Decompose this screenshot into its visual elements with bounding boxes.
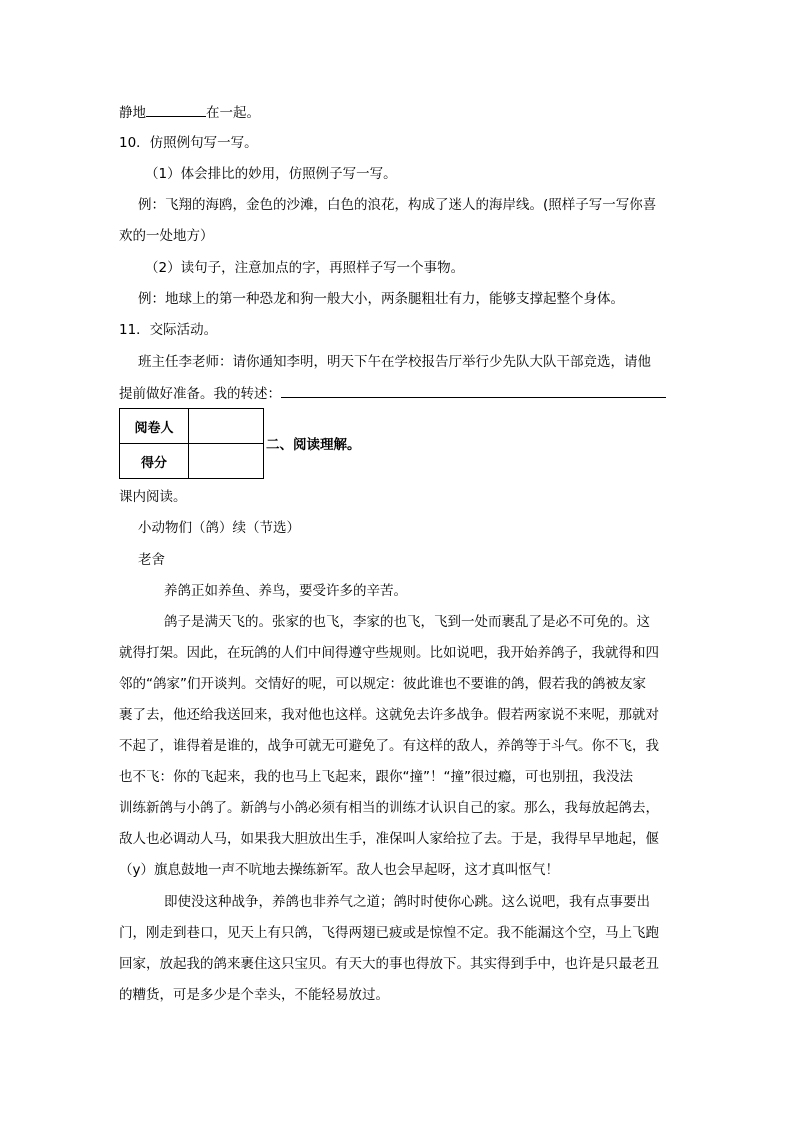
q10-part2-example: 例：地球上的第一种恐龙和狗一般大小，两条腿粗壮有力，能够支撑起整个身体。 [138,291,624,307]
reading-line: 的糟货，可是多少是个幸头，不能轻易放过。 [119,987,389,1003]
score-cell[interactable] [189,444,264,479]
q10-part1-example: 例：飞翔的海鸥，金色的沙滩，白色的浪花，构成了迷人的海岸线。(照样子写一写你喜 [138,197,657,213]
reading-line: 鸽子是满天飞的。张家的也飞，李家的也飞，飞到一处而裹乱了是必不可免的。这 [164,614,650,630]
q11-line1: 班主任李老师：请你通知李明，明天下午在学校报告厅举行少先队大队干部竞选，请他 [138,354,651,370]
reading-line: 门，刚走到巷口，见天上有只鸽，飞得两翅已疲或是惊惶不定。我不能漏这个空，马上飞跑 [119,925,659,941]
score-table [119,408,264,479]
reading-line: 就得打架。因此，在玩鸽的人们中间得遵守些规则。比如说吧，我开始养鸽子，我就得和四 [119,645,659,661]
reading-line: 也不飞：你的飞起来，我的也马上飞起来，跟你“撞”！“撞”很过瘾，可也别扭，我没法 [119,769,633,785]
q11-prompt: 提前做好准备。我的转述： [119,386,281,402]
reading-line: 敌人也必调动人马，如果我大胆放出生手，准保叫人家给拉了去。于是，我得早早地起，偃 [119,831,659,847]
q11-title: 11．交际活动。 [119,322,218,338]
answer-blank[interactable] [146,102,206,117]
reading-line: 不起了，谁得着是谁的，战争可就无可避免了。有这样的敌人，养鸽等于斗气。你不飞，我 [119,738,659,754]
top-fill-line [119,102,260,123]
q11-line2 [119,383,666,404]
section2-title: 二、阅读理解。 [266,437,361,453]
reviewer-label: 阅卷人 [120,409,189,444]
reviewer-cell[interactable] [189,409,264,444]
q10-part1-example-cont: 欢的一处地方） [119,228,214,244]
top-prefix: 静地 [119,105,146,121]
q10-part1: （1）体会排比的妙用，仿照例子写一写。 [145,166,397,182]
reading-line: 即使没这种战争，养鸽也非养气之道；鸽时时使你心跳。这么说吧，我有点事要出 [164,894,650,910]
reading-author: 老舍 [138,552,165,568]
reading-intro: 课内阅读。 [119,489,187,505]
reading-title: 小动物们（鸽）续（节选） [138,520,300,536]
reading-line: 养鸽正如养鱼、养鸟，要受许多的辛苦。 [164,583,407,599]
reading-line: （y）旗息鼓地一声不吭地去操练新军。敌人也会早起呀，这才真叫怄气！ [119,862,559,878]
top-suffix: 在一起。 [206,105,260,121]
answer-blank-long[interactable] [281,383,666,398]
q10-part2: （2）读句子，注意加点的字，再照样子写一个事物。 [145,260,465,276]
q10-title: 10．仿照例句写一写。 [119,135,258,151]
reading-line: 裹了去，他还给我送回来，我对他也这样。这就免去许多战争。假若两家说不来呢，那就对 [119,707,659,723]
reading-line: 回家，放起我的鸽来裹住这只宝贝。有天大的事也得放下。其实得到手中，也许是只最老丑 [119,956,659,972]
reading-line: 训练新鸽与小鸽了。新鸽与小鸽必须有相当的训练才认识自己的家。那么，我每放起鸽去， [119,800,659,816]
score-label: 得分 [120,444,189,479]
reading-line: 邻的“鸽家”们开谈判。交情好的呢，可以规定：彼此谁也不要谁的鸽，假若我的鸽被友家 [119,676,646,692]
